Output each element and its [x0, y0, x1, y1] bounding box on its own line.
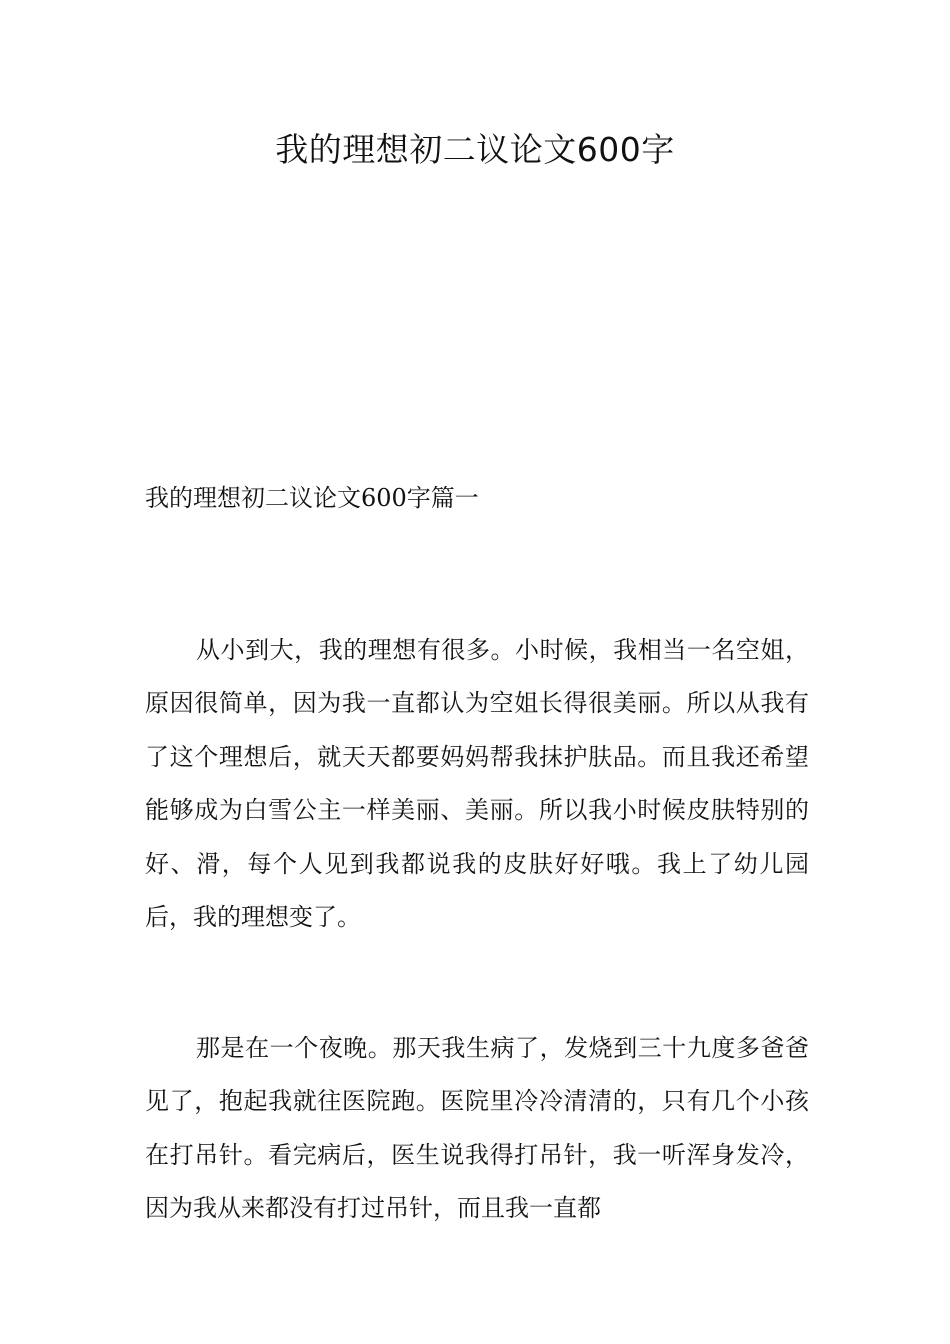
- document-title: 我的理想初二议论文600字: [275, 130, 675, 169]
- section-heading: 我的理想初二议论文600字篇一: [145, 484, 479, 512]
- body-paragraph-2: 那是在一个夜晚。那天我生病了，发烧到三十九度多爸爸见了，抱起我就往医院跑。医院里冷冷清清的，只有几个小孩在打吊针。看完病后，医生说我得打吊针，我一听浑身发冷，因为我从来都没有打过吊针，而且我一直都: [145, 1034, 809, 1223]
- body-paragraph-1: 从小到大，我的理想有很多。小时候，我相当一名空姐，原因很简单，因为我一直都认为空姐长得很美丽。所以从我有了这个理想后，就天天都要妈妈帮我抹护肤品。而且我还希望能够成为白雪公主一样美丽、美丽。所以我小时候皮肤特别的好、滑，每个人见到我都说我的皮肤好好哦。我上了幼儿园后，我的理想变了。: [145, 636, 809, 932]
